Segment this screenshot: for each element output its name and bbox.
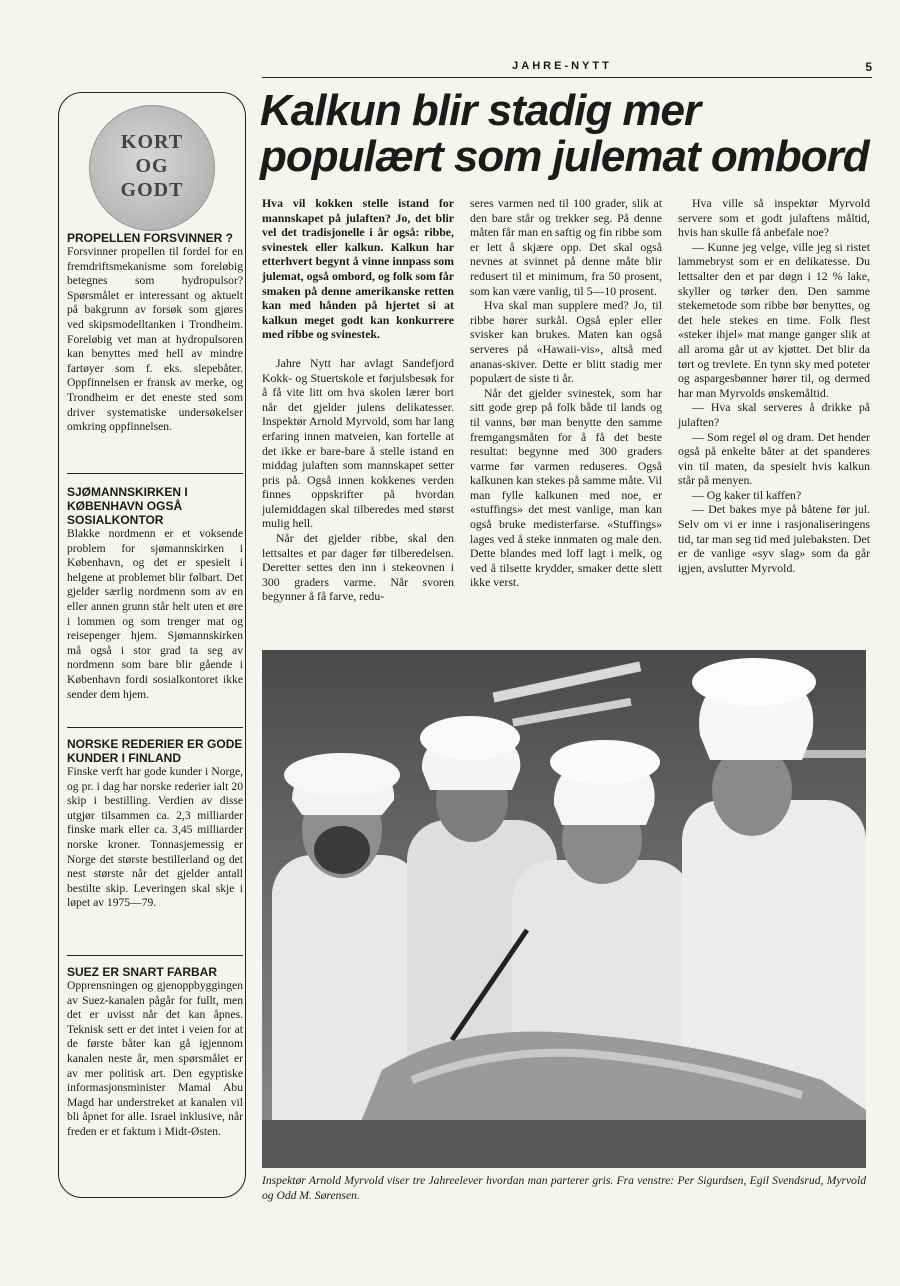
badge-line-3: GODT [120, 179, 184, 201]
page-number: 5 [865, 60, 872, 74]
article-paragraph: Når det gjelder svinestek, som har sitt gode grep på folk både til lands og til vanns, bør man benytte den samme fremgangsmåten for å få det beste resultat: begynne med 300 graders varme før varmen reduseres. Også kalkunen kan stekes på samme måte. Vil man fylle kalkunen med noe, er «stuffings» det mest vanlige, man kan også bruke medisterfarse. «Stuffings» lages ved å steke innmaten og male den. Dette blandes med loff lagt i melk, og ved å tilsette krydder, smaker dette slett ikke verst. [470, 385, 662, 590]
badge-line-1: KORT [120, 131, 184, 153]
kort-og-godt-sidebar [58, 92, 246, 1198]
article-paragraph: — Hva skal serveres å drikke på julaften? [678, 400, 870, 429]
article-headline: Kalkun blir stadig mer populært som julemat ombord [260, 86, 869, 181]
sidebar-item-body: Opprensningen og gjenoppbyggingen av Suez-kanalen pågår for fullt, men det er uvisst når det kan åpnes. Teknisk sett er det intet i veien for at de første båter kan gå igjennom kanalen neste år, men spørsmålet er av mer politisk art. Den egyptiske informasjonsminister Mamal Abu Magd har understreket at kanalen vil bli åpnet for alle. Israel inklusive, når freden er et faktum i Midt-Østen. [67, 979, 243, 1138]
article-photo [262, 650, 866, 1168]
article-paragraph: — Kunne jeg velge, ville jeg si ristet lammebryst som er en delikatesse. Du lettsalter den et par døgn i 12 % lake, skyller og tørker den. Den samme stekemetode som ribbe bør benyttes, og det hele stekes en time. Folk flest «steker ihjel» mat mange ganger slik at all aroma går ut av kjøttet. Det blir da tørt og trevlete. En tynn sky med poteter og aspargesbønner hører til, og dermed har man Myrvolds ønskemåltid. [678, 239, 870, 400]
article-column-1 [262, 196, 454, 604]
sidebar-item-sjomannskirken [67, 485, 243, 702]
article-lead: Hva vil kokken stelle istand for mannskapet på julaften? Jo, det blir vel det tradisjonelle i år også: ribbe, svinestek eller kalkun. Kalkun har etterhvert begynt å vinne innpass som julemat, også ombord, og folk som får smaken på denne amerikanske retten kan med hånden på hjertet si at kalkun meget godt kan konkurrere med ribbe og svinestek. [262, 196, 454, 342]
sidebar-item-suez [67, 965, 243, 1140]
sidebar-item-propellen [67, 231, 243, 435]
photo-caption: Inspektør Arnold Myrvold viser tre Jahreelever hvordan man parterer gris. Fra venstre: Per Sigurdsen, Egil Svendsrud, Myrvold og Odd M. Sørensen. [262, 1174, 866, 1202]
header-rule [262, 77, 872, 78]
kort-og-godt-badge [89, 105, 215, 231]
sidebar-item-body: Blakke nordmenn er et voksende problem for sjømannskirken i København, og det er spesielt i helgene at problemet blir følbart. Det gjelder særlig nordmenn som av en eller annen grunn står helt uten et øre i lommen og som trenger mat og reisepenger hjem. Sjømannskirken må også i stor grad ta seg av nordmenn som bare blir gående i København fordi sosialkontoret ikke sender dem hjem. [67, 527, 243, 701]
publication-title: JAHRE-NYTT [512, 60, 612, 72]
sidebar-item-heading: SJØMANNSKIRKEN I KØBENHAVN OGSÅ SOSIALKONTOR [67, 485, 188, 527]
chefs-photo-illustration [262, 650, 866, 1168]
article-paragraph: Hva skal man supplere med? Jo, til ribbe hører surkål. Også epler eller svisker kan brukes. Maten kan også serveres på «Hawaii-vis», altså med ananas-skiver. Dette er blitt stadig mer populært de siste ti år. [470, 298, 662, 386]
sidebar-item-heading: SUEZ ER SNART FARBAR [67, 965, 218, 979]
article-paragraph: — Som regel øl og dram. Det hender også på enkelte båter at det spanderes vin til maten, da spesielt hvis kalkun står på menyen. [678, 429, 870, 488]
sidebar-divider [67, 473, 243, 474]
article-paragraph: — Det bakes mye på båtene før jul. Selv om vi er inne i rasjonaliseringens tid, tar man seg tid med julebaksten. Det er de vanlige «syv slag» som da går igjen, avslutter Myrvold. [678, 502, 870, 575]
sidebar-item-body: Forsvinner propellen til fordel for en fremdriftsmekanisme som foreløbig betegnes som hydropulsor? Spørsmålet er interessant og aktuelt på bakgrunn av forsøk som gjøres ved skipsmodelltanken i Trondheim. Foreløbig vet man at hydropulsoren kan benyttes med hell av mindre fartøyer som f. eks. slepebåter. Oppfinnelsen er fransk av merke, og Trondheim er det eneste sted som driver systematiske undersøkelser omkring oppfinnelsen. [67, 245, 243, 434]
article-paragraph: seres varmen ned til 100 grader, slik at den bare står og trekker seg. På denne måten får man en saftig og fin ribbe som er lett å skjære opp. Det skal også nevnes at svinnet på denne måte blir redusert til et minimum, fra 50 prosent, som kan være vanlig, til 5—10 prosent. [470, 196, 662, 298]
sidebar-divider [67, 955, 243, 956]
article-column-2 [470, 196, 662, 590]
sidebar-item-heading: NORSKE REDERIER ER GODE KUNDER I FINLAND [67, 737, 243, 765]
article-column-3 [678, 196, 870, 575]
sidebar-item-heading: PROPELLEN FORSVINNER ? [67, 231, 234, 245]
running-header [262, 60, 872, 76]
article-paragraph: Jahre Nytt har avlagt Sandefjord Kokk- og Stuertskole et førjulsbesøk for å få vite litt om hva skolen lærer bort når det gjelder julens delikatesser. Inspektør Arnold Myrvold, som har lang erfaring innen matveien, kan fortelle at det ikke er bare-bare å stelle istand en middag julaften som mannskapet setter pris på. Også innen kokkenes verden finnes oppskrifter på hvordan julemiddagen skal tilberedes med størst mulig hell. [262, 355, 454, 531]
sidebar-item-body: Finske verft har gode kunder i Norge, og pr. i dag har norske rederier ialt 20 skip i bestilling. Verdien av disse utgjør tilsammen ca. 2,3 milliarder finske mark eller ca. 3,45 milliarder norske kroner. Tonnasjemessig er Norge det største bestillerland og det nest største når det gjelder antall bestilte skip. Leveringen skal skje i løpet av 1975—79. [67, 765, 243, 910]
badge-line-2: OG [135, 155, 169, 177]
article-paragraph: Hva ville så inspektør Myrvold servere som et godt julaftens måltid, hvis han skulle få anbefale noe? [678, 196, 870, 240]
sidebar-item-norske-rederier [67, 737, 243, 911]
sidebar-divider [67, 727, 243, 728]
article-paragraph: Når det gjelder ribbe, skal den lettsaltes et par dager før tilberedelsen. Deretter settes den inn i stekeovnen i 300 graders varme. Når svoren begynner å få farve, redu- [262, 531, 454, 604]
article-paragraph: — Og kaker til kaffen? [692, 487, 802, 502]
